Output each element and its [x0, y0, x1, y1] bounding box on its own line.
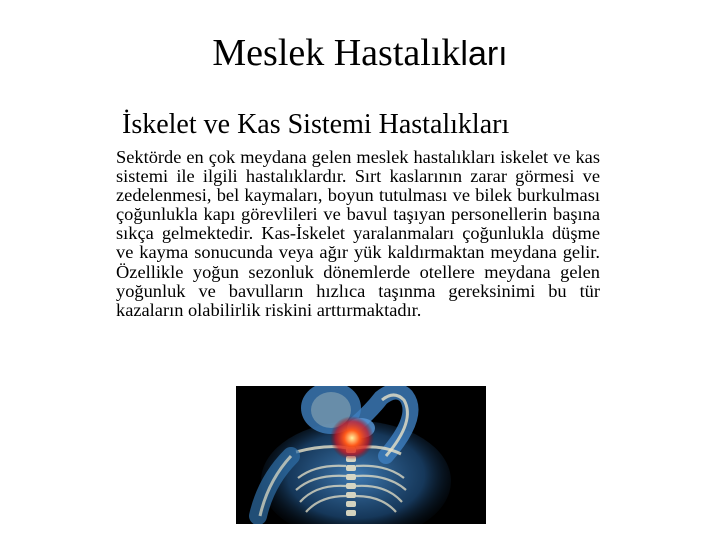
slide-subtitle: İskelet ve Kas Sistemi Hastalıkları — [122, 109, 510, 140]
slide-title — [0, 30, 720, 77]
body-paragraph: Sektörde en çok meydana gelen meslek hastalıkları iskelet ve kas sistemi ile ilgili hastalıklardır. Sırt kaslarının zarar görmesi ve zedelenmesi, bel kaymaları, boyun tutulması ve bilek burkulması çoğunlukla kapı görevlileri ve bavul taşıyan personellerin başına sıkça gelmektedir. Kas-İskelet yaralanmaları çoğunlukla düşme ve kayma sonucunda veya ağır yük kaldırmaktan meydana gelir. Özellikle yoğun sezonluk dönemlerde otellere meydana gelen yoğunluk ve bavulların hızlıca taşınma gereksinimi bu tür kazaların olabilirlik riskini arttırmaktadır. — [116, 147, 600, 320]
skeleton-neck-pain-icon — [236, 386, 486, 524]
skeleton-neck-pain-illustration — [236, 386, 486, 524]
title-main: Meslek Hastalık — [212, 32, 461, 74]
title-tail: ları — [460, 35, 508, 73]
